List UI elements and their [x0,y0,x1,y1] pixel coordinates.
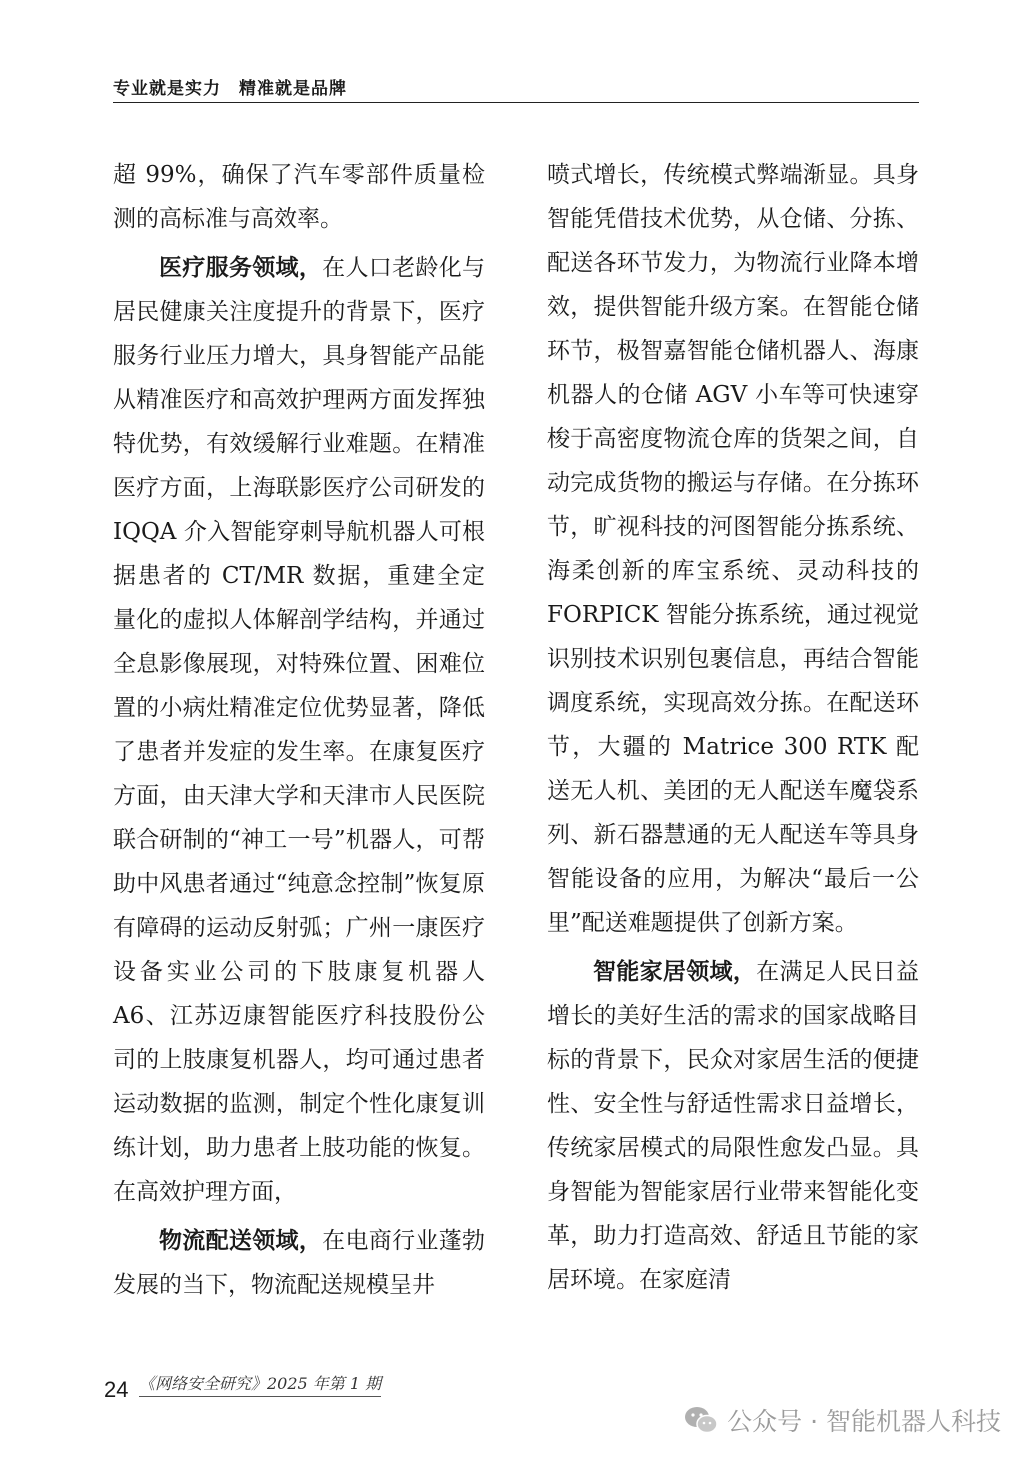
journal-title: 《网络安全研究》2025 年第 1 期 [139,1371,381,1397]
paragraph-medical: 医疗服务领域，在人口老龄化与居民健康关注度提升的背景下，医疗服务行业压力增大，具身智能产品能从精准医疗和高效护理两方面发挥独特优势，有效缓解行业难题。在精准医疗方面，上海联影医疗公司研发的 IQQA 介入智能穿刺导航机器人可根据患者的 CT/MR 数据，重建全定量化的虚拟人体解剖学结构，并通过全息影像展现，对特殊位置、困难位置的小病灶精准定位优势显著，降低了患者并发症的发生率。在康复医疗方面，由天津大学和天津市人民医院联合研制的“神工一号”机器人，可帮助中风患者通过“纯意念控制”恢复原有障碍的运动反射弧；广州一康医疗设备实业公司的下肢康复机器人 A6、江苏迈康智能医疗科技股份公司的上肢康复机器人，均可通过患者运动数据的监测，制定个性化康复训练计划，助力患者上肢功能的恢复。在高效护理方面， [113,255,486,1205]
section-lead: 物流配送领域， [159,1228,323,1254]
left-column [113,153,485,1307]
paragraph-smart-home: 智能家居领域，在满足人民日益增长的美好生活的需求的国家战略目标的背景下，民众对家居生活的便捷性、安全性与舒适性需求日益增长，传统家居模式的局限性愈发凸显。具身智能为智能家居行业带来智能化变革，助力打造高效、舒适且节能的家居环境。在家庭清 [547,959,920,1293]
section-lead: 医疗服务领域， [159,255,323,281]
paragraph: 喷式增长，传统模式弊端渐显。具身智能凭借技术优势，从仓储、分拣、配送各环节发力，为物流行业降本增效，提供智能升级方案。在智能仓储环节，极智嘉智能仓储机器人、海康机器人的仓储 AGV 小车等可快速穿梭于高密度物流仓库的货架之间，自动完成货物的搬运与存储。在分拣环节，旷视科技的河图智能分拣系统、海柔创新的库宝系统、灵动科技的 FORPICK 智能分拣系统，通过视觉识别技术识别包裹信息，再结合智能调度系统，实现高效分拣。在配送环节，大疆的 Matrice 300 RTK 配送无人机、美团的无人配送车魔袋系列、新石器慧通的无人配送车等具身智能设备的应用，为解决“最后一公里”配送难题提供了创新方案。 [547,162,919,936]
header-rule [113,102,919,103]
watermark-text: 公众号 · 智能机器人科技 [727,1407,1001,1436]
wechat-icon [683,1405,719,1435]
right-column [547,153,919,1302]
section-lead: 智能家居领域， [593,959,757,985]
page-number: 24 [104,1377,129,1402]
paragraph-logistics: 物流配送领域，在电商行业蓬勃发展的当下，物流配送规模呈井 [113,1228,486,1298]
paragraph: 超 99%，确保了汽车零部件质量检测的高标准与高效率。 [113,162,485,232]
header-slogan: 专业就是实力 精准就是品牌 [113,79,347,99]
watermark [683,1402,1001,1438]
